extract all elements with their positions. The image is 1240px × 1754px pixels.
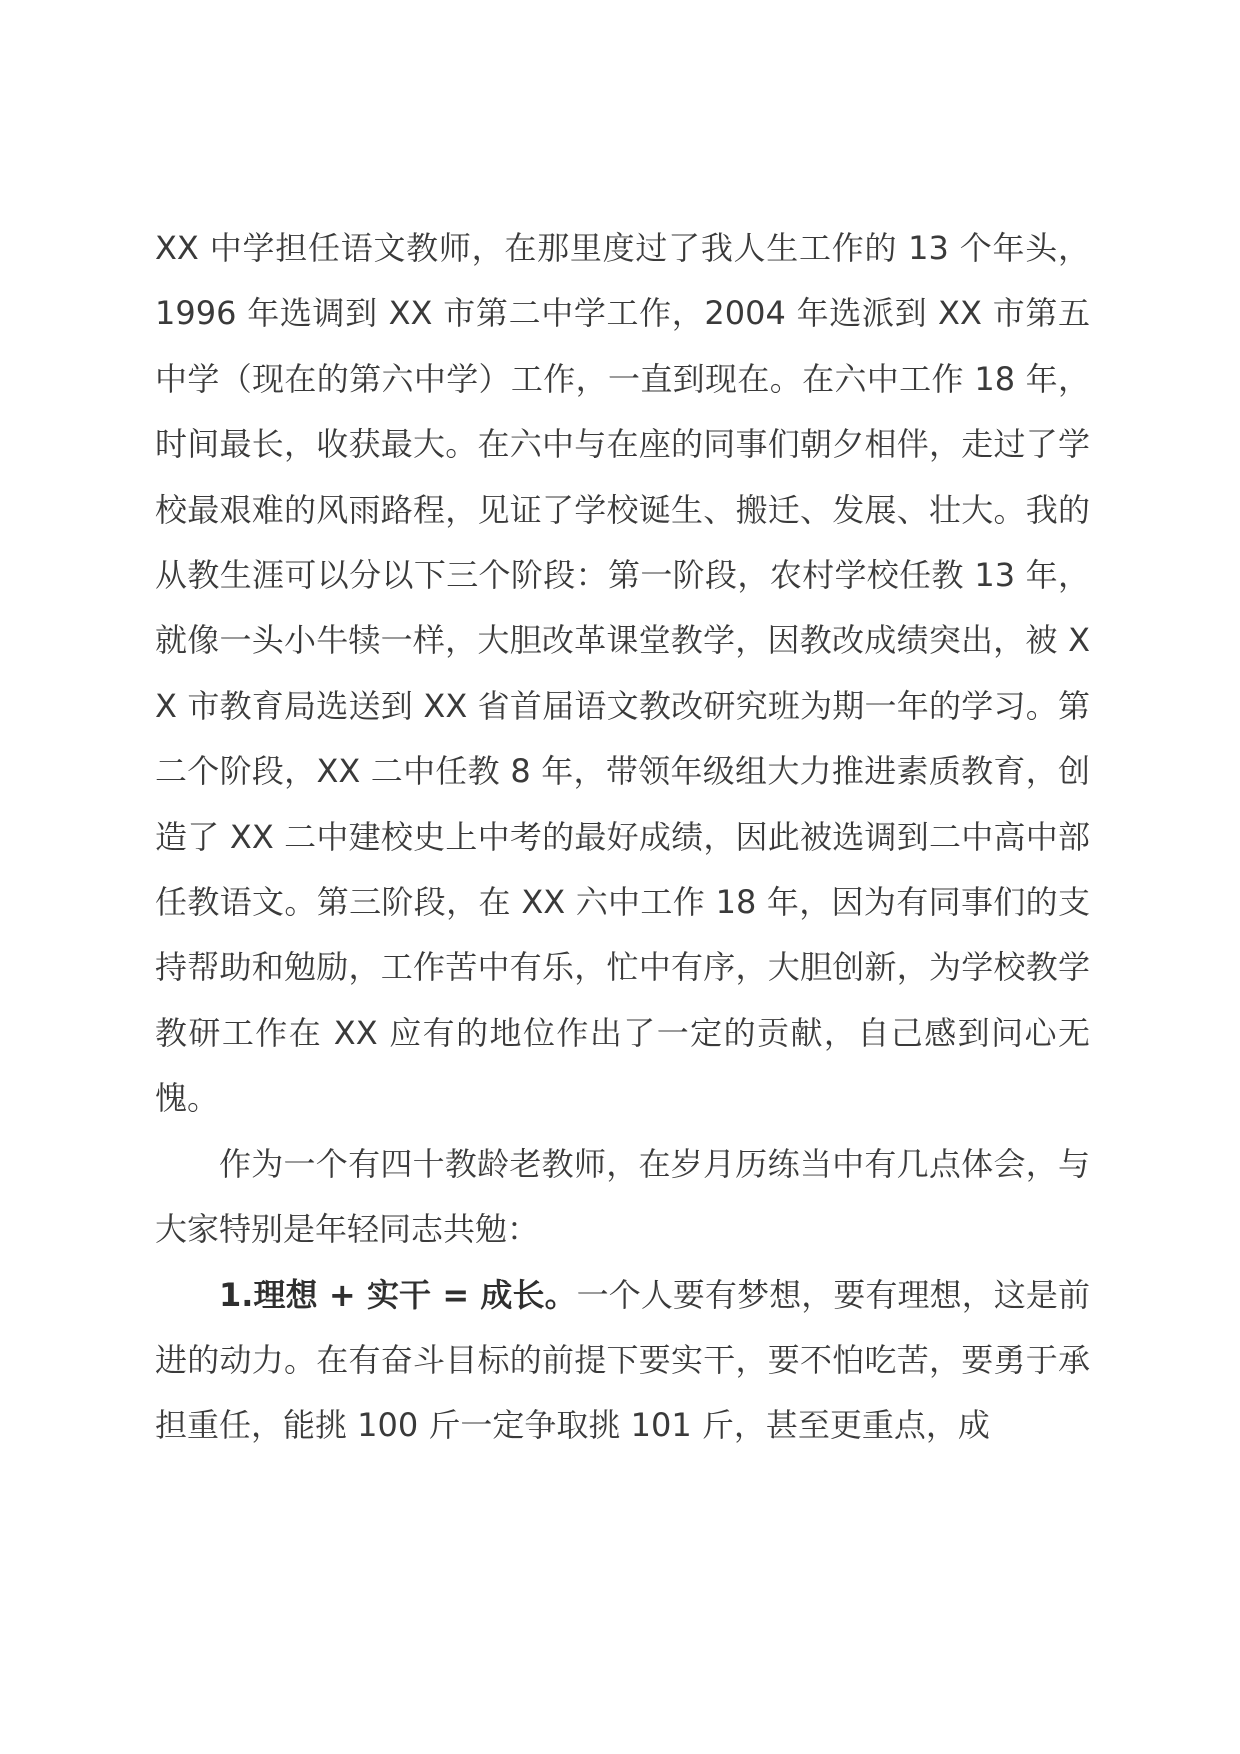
paragraph-reflections-intro: 作为一个有四十教龄老教师，在岁月历练当中有几点体会，与大家特别是年轻同志共勉： [155,1144,1090,1249]
point-one-text: 一个人要有梦想，要有理想，这是前进的动力。在有奋斗目标的前提下要实干，要不怕吃苦，要勇于承担重任，能挑 100 斤一定争取挑 101 斤，甚至更重点，成 [155,1275,1090,1445]
document-body [155,216,1090,1459]
point-one-heading: 1.理想 + 实干 = 成长。 [219,1275,577,1314]
paragraph-point-one [155,1263,1090,1459]
paragraph-career-history: XX 中学担任语文教师，在那里度过了我人生工作的 13 个年头，1996 年选调到 XX 市第二中学工作，2004 年选派到 XX 市第五中学（现在的第六中学）工作，一直到现在。在六中工作 18 年，时间最长，收获最大。在六中与在座的同事们朝夕相伴，走过了学校最艰难的风雨路程，见证了学校诞生、搬迁、发展、壮大。我的从教生涯可以分以下三个阶段：第一阶段，农村学校任教 13 年，就像一头小牛犊一样，大胆改革课堂教学，因教改成绩突出，被 XX 市教育局选送到 XX 省首届语文教改研究班为期一年的学习。第二个阶段，XX 二中任教 8 年，带领年级组大力推进素质教育，创造了 XX 二中建校史上中考的最好成绩，因此被选调到二中高中部任教语文。第三阶段，在 XX 六中工作 18 年，因为有同事们的支持帮助和勉励，工作苦中有乐，忙中有序，大胆创新，为学校教学教研工作在 XX 应有的地位作出了一定的贡献，自己感到问心无愧。 [155,229,1090,1118]
